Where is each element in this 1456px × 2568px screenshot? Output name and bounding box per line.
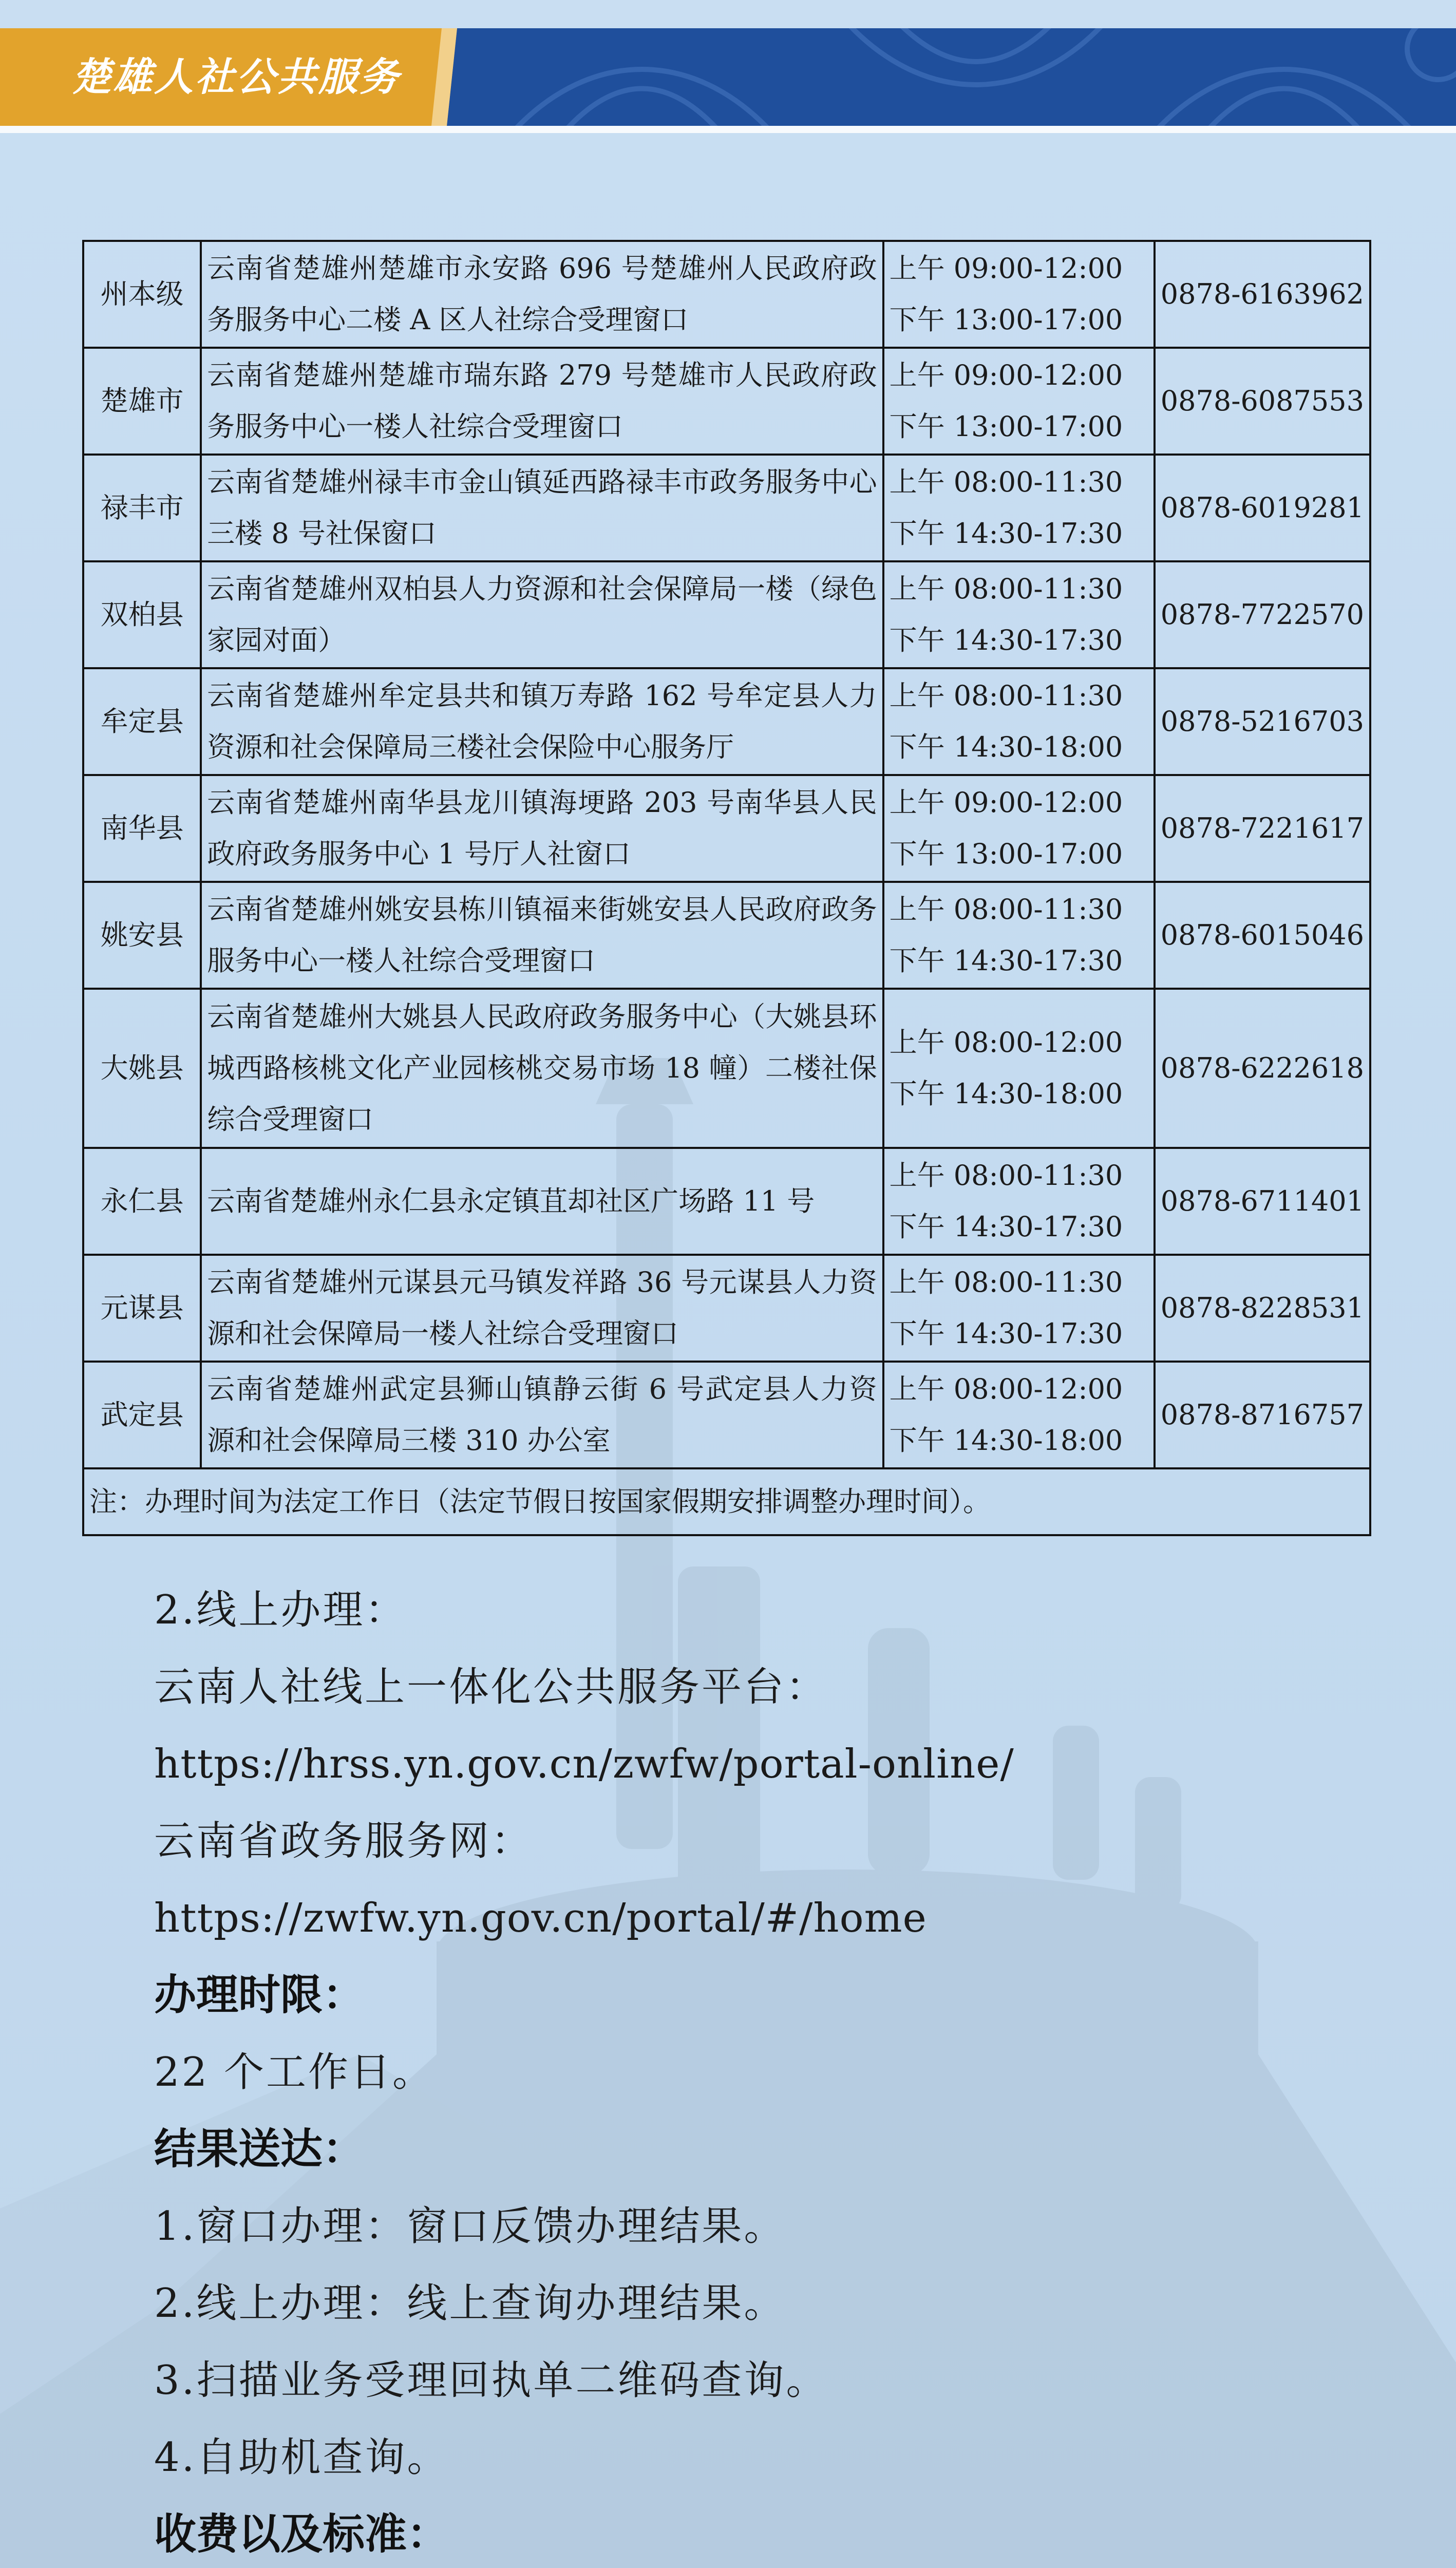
platform-label: 云南人社线上一体化公共服务平台： (154, 1664, 828, 1710)
table-row (83, 1255, 1370, 1362)
phone-cell: 0878-6087553 (1155, 348, 1370, 455)
area-cell: 楚雄市 (83, 348, 201, 455)
table-row (83, 241, 1370, 348)
header-title: 楚雄人社公共服务 (72, 54, 401, 100)
office-table (82, 240, 1371, 1536)
hours-cell (883, 1362, 1155, 1468)
table-note: 注：办理时间为法定工作日（法定节假日按国家假期安排调整办理时间）。 (83, 1468, 1370, 1535)
address-cell: 云南省楚雄州楚雄市永安路 696 号楚雄州人民政府政务服务中心二楼 A 区人社综合受理窗口 (201, 241, 883, 348)
hours-cell (883, 668, 1155, 775)
table-row (83, 775, 1370, 882)
hours-cell (883, 775, 1155, 882)
phone-cell: 0878-8716757 (1155, 1362, 1370, 1468)
delivery-item: 1.窗口办理：窗口反馈办理结果。 (154, 2203, 786, 2250)
table-row (83, 1362, 1370, 1468)
hours-am: 上午 08:00-11:30 (889, 893, 1123, 926)
delivery-item: 3.扫描业务受理回执单二维码查询。 (154, 2357, 828, 2404)
hours-cell (883, 1148, 1155, 1255)
address-cell: 云南省楚雄州元谋县元马镇发祥路 36 号元谋县人力资源和社会保障局一楼人社综合受理窗口 (201, 1255, 883, 1362)
hours-am: 上午 08:00-11:30 (889, 1266, 1123, 1298)
table-row (83, 561, 1370, 668)
table-row (83, 348, 1370, 455)
gov-service-label: 云南省政务服务网： (154, 1818, 534, 1864)
hours-cell (883, 561, 1155, 668)
hours-cell (883, 348, 1155, 455)
area-cell: 姚安县 (83, 882, 201, 989)
area-cell: 禄丰市 (83, 455, 201, 561)
address-cell: 云南省楚雄州永仁县永定镇苴却社区广场路 11 号 (201, 1148, 883, 1255)
delivery-heading: 结果送达： (154, 2125, 365, 2174)
phone-cell: 0878-6222618 (1155, 989, 1370, 1148)
hours-am: 上午 08:00-12:00 (889, 1373, 1123, 1405)
area-cell: 永仁县 (83, 1148, 201, 1255)
hours-pm: 下午 13:00-17:00 (889, 304, 1123, 336)
hours-am: 上午 08:00-11:30 (889, 1159, 1123, 1192)
hours-am: 上午 08:00-11:30 (889, 466, 1123, 498)
delivery-item: 4.自助机查询。 (154, 2434, 449, 2481)
hours-cell (883, 241, 1155, 348)
area-cell: 牟定县 (83, 668, 201, 775)
main-content (154, 1572, 1335, 2568)
hours-cell (883, 882, 1155, 989)
table-note-row (83, 1468, 1370, 1535)
gov-service-link[interactable]: https://zwfw.yn.gov.cn/portal/#/home (154, 1895, 927, 1941)
phone-cell: 0878-6015046 (1155, 882, 1370, 989)
address-cell: 云南省楚雄州大姚县人民政府政务服务中心（大姚县环城西路核桃文化产业园核桃交易市场 18 幢）二楼社保综合受理窗口 (201, 989, 883, 1148)
hours-cell (883, 1255, 1155, 1362)
time-limit-value: 22 个工作日。 (154, 2049, 435, 2095)
hours-cell (883, 989, 1155, 1148)
address-cell: 云南省楚雄州牟定县共和镇万寿路 162 号牟定县人力资源和社会保障局三楼社会保险中心服务厅 (201, 668, 883, 775)
table-row (83, 882, 1370, 989)
hours-pm: 下午 14:30-17:30 (889, 517, 1123, 550)
hours-pm: 下午 14:30-18:00 (889, 1424, 1123, 1457)
table-row (83, 668, 1370, 775)
hours-pm: 下午 14:30-17:30 (889, 624, 1123, 656)
phone-cell: 0878-8228531 (1155, 1255, 1370, 1362)
address-cell: 云南省楚雄州姚安县栋川镇福来街姚安县人民政府政务服务中心一楼人社综合受理窗口 (201, 882, 883, 989)
area-cell: 双柏县 (83, 561, 201, 668)
table-row (83, 989, 1370, 1148)
area-cell: 南华县 (83, 775, 201, 882)
hours-am: 上午 08:00-11:30 (889, 573, 1123, 605)
phone-cell: 0878-6019281 (1155, 455, 1370, 561)
address-cell: 云南省楚雄州双柏县人力资源和社会保障局一楼（绿色家园对面） (201, 561, 883, 668)
online-label: 2.线上办理： (154, 1587, 407, 1633)
hours-am: 上午 09:00-12:00 (889, 786, 1123, 819)
area-cell: 大姚县 (83, 989, 201, 1148)
table-row (83, 1148, 1370, 1255)
hours-pm: 下午 13:00-17:00 (889, 838, 1123, 870)
phone-cell: 0878-5216703 (1155, 668, 1370, 775)
phone-cell: 0878-7722570 (1155, 561, 1370, 668)
address-cell: 云南省楚雄州楚雄市瑞东路 279 号楚雄市人民政府政务服务中心一楼人社综合受理窗口 (201, 348, 883, 455)
area-cell: 州本级 (83, 241, 201, 348)
address-cell: 云南省楚雄州禄丰市金山镇延西路禄丰市政务服务中心三楼 8 号社保窗口 (201, 455, 883, 561)
header-divider (0, 126, 1456, 133)
hours-pm: 下午 14:30-17:30 (889, 945, 1123, 977)
hours-am: 上午 08:00-11:30 (889, 679, 1123, 712)
hours-pm: 下午 14:30-18:00 (889, 731, 1123, 763)
hours-pm: 下午 14:30-17:30 (889, 1317, 1123, 1350)
platform-link[interactable]: https://hrss.yn.gov.cn/zwfw/portal-online/ (154, 1741, 1014, 1787)
hours-am: 上午 09:00-12:00 (889, 252, 1123, 285)
hours-am: 上午 09:00-12:00 (889, 359, 1123, 391)
phone-cell: 0878-6711401 (1155, 1148, 1370, 1255)
phone-cell: 0878-7221617 (1155, 775, 1370, 882)
address-cell: 云南省楚雄州武定县狮山镇静云街 6 号武定县人力资源和社会保障局三楼 310 办公室 (201, 1362, 883, 1468)
area-cell: 元谋县 (83, 1255, 201, 1362)
table-row (83, 455, 1370, 561)
delivery-item: 2.线上办理：线上查询办理结果。 (154, 2280, 786, 2327)
phone-cell: 0878-6163962 (1155, 241, 1370, 348)
hours-pm: 下午 13:00-17:00 (889, 410, 1123, 443)
area-cell: 武定县 (83, 1362, 201, 1468)
time-limit-heading: 办理时限： (154, 1971, 365, 2019)
fees-heading: 收费以及标准： (154, 2510, 449, 2559)
hours-pm: 下午 14:30-18:00 (889, 1078, 1123, 1110)
hours-am: 上午 08:00-12:00 (889, 1026, 1123, 1059)
hours-cell (883, 455, 1155, 561)
hours-pm: 下午 14:30-17:30 (889, 1211, 1123, 1243)
address-cell: 云南省楚雄州南华县龙川镇海埂路 203 号南华县人民政府政务服务中心 1 号厅人社窗口 (201, 775, 883, 882)
